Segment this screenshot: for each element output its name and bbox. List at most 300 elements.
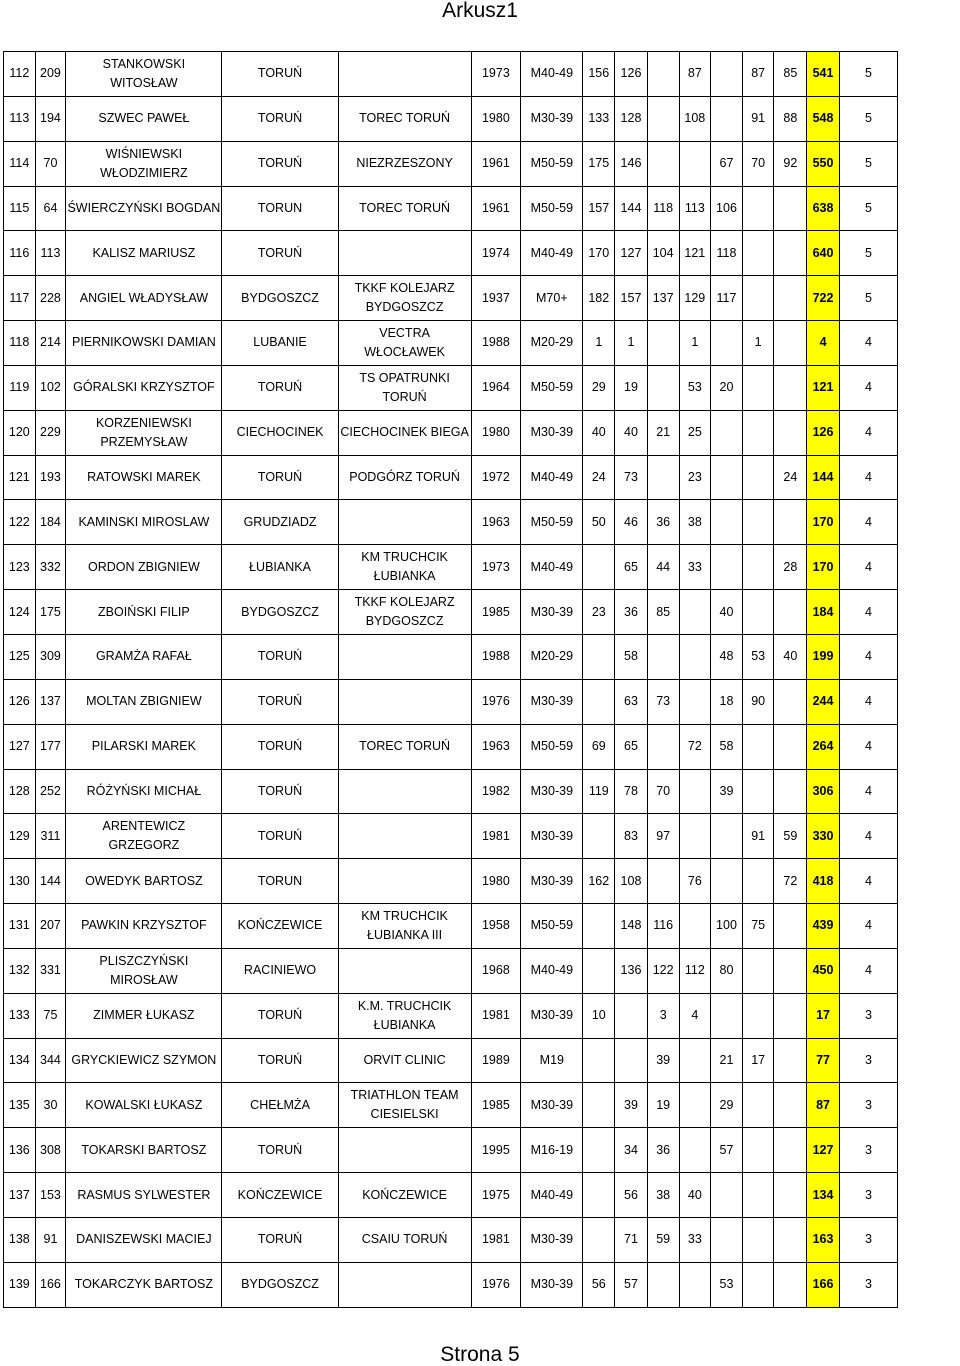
- table-row: [4, 141, 954, 186]
- cell-cat: M30-39: [521, 814, 583, 859]
- cell-race-4: 1: [679, 321, 711, 366]
- cell-race-6: [742, 1262, 774, 1307]
- cell-race-1: 157: [583, 186, 615, 231]
- cell-race-6: [742, 1128, 774, 1173]
- cell-city: CIECHOCINEK: [222, 410, 338, 455]
- cell-total: 77: [807, 1038, 840, 1083]
- cell-place: 118: [4, 321, 36, 366]
- cell-starts: 4: [839, 500, 897, 545]
- page-header-title: Arkusz1: [442, 0, 518, 22]
- cell-race-3: [647, 1262, 679, 1307]
- cell-club: [338, 634, 471, 679]
- cell-race-1: [583, 814, 615, 859]
- cell-starts: 5: [839, 186, 897, 231]
- cell-club: TRIATHLON TEAM CIESIELSKI: [338, 1083, 471, 1128]
- cell-year: 1982: [471, 769, 521, 814]
- cell-cat: M30-39: [521, 679, 583, 724]
- cell-year: 1972: [471, 455, 521, 500]
- cell-race-3: [647, 96, 679, 141]
- cell-place: 139: [4, 1262, 36, 1307]
- cell-club: K.M. TRUCHCIK ŁUBIANKA: [338, 993, 471, 1038]
- cell-place: 122: [4, 500, 36, 545]
- cell-place: 133: [4, 993, 36, 1038]
- cell-place: 116: [4, 231, 36, 276]
- cell-place: 136: [4, 1128, 36, 1173]
- cell-race-6: [742, 365, 774, 410]
- cell-race-3: [647, 455, 679, 500]
- table-row: [4, 724, 954, 769]
- cell-race-2: 148: [615, 904, 648, 949]
- cell-cat: M19: [521, 1038, 583, 1083]
- cell-city: ŁUBIANKA: [222, 545, 338, 590]
- cell-race-2: 46: [615, 500, 648, 545]
- cell-race-2: 40: [615, 410, 648, 455]
- cell-race-5: 67: [711, 141, 743, 186]
- cell-total: 126: [807, 410, 840, 455]
- cell-club: [338, 814, 471, 859]
- cell-place: 117: [4, 276, 36, 321]
- cell-city: TORUŃ: [222, 814, 338, 859]
- cell-race-2: 136: [615, 948, 648, 993]
- cell-total: 134: [807, 1173, 840, 1218]
- cell-race-4: 108: [679, 96, 711, 141]
- cell-cat: M30-39: [521, 410, 583, 455]
- cell-race-4: [679, 590, 711, 635]
- cell-race-5: [711, 500, 743, 545]
- cell-starts: 4: [839, 679, 897, 724]
- cell-race-6: [742, 276, 774, 321]
- cell-place: 126: [4, 679, 36, 724]
- cell-race-2: 36: [615, 590, 648, 635]
- cell-name: TOKARSKI BARTOSZ: [66, 1128, 222, 1173]
- cell-race-5: 18: [711, 679, 743, 724]
- cell-race-4: 112: [679, 948, 711, 993]
- cell-total: 121: [807, 365, 840, 410]
- cell-race-1: 1: [583, 321, 615, 366]
- cell-race-5: 118: [711, 231, 743, 276]
- table-row: [4, 993, 954, 1038]
- cell-race-5: [711, 545, 743, 590]
- cell-city: GRUDZIADZ: [222, 500, 338, 545]
- cell-club: TKKF KOLEJARZ BYDGOSZCZ: [338, 590, 471, 635]
- cell-starts: 3: [839, 1083, 897, 1128]
- cell-starts: 3: [839, 1173, 897, 1218]
- cell-club: TOREC TORUŃ: [338, 96, 471, 141]
- cell-year: 1981: [471, 814, 521, 859]
- cell-name: SZWEC PAWEŁ: [66, 96, 222, 141]
- table-row: [4, 276, 954, 321]
- cell-race-2: 1: [615, 321, 648, 366]
- cell-race-1: 10: [583, 993, 615, 1038]
- cell-race-1: 119: [583, 769, 615, 814]
- cell-club: [338, 500, 471, 545]
- cell-race-4: [679, 1038, 711, 1083]
- cell-race-6: 91: [742, 96, 774, 141]
- cell-race-4: 129: [679, 276, 711, 321]
- cell-cat: M40-49: [521, 455, 583, 500]
- cell-race-2: 39: [615, 1083, 648, 1128]
- cell-race-5: 57: [711, 1128, 743, 1173]
- cell-race-2: 65: [615, 545, 648, 590]
- cell-race-3: [647, 859, 679, 904]
- cell-num: 332: [35, 545, 66, 590]
- cell-race-5: [711, 1217, 743, 1262]
- cell-starts: 4: [839, 769, 897, 814]
- cell-name: KORZENIEWSKI PRZEMYSŁAW: [66, 410, 222, 455]
- cell-race-7: [774, 904, 807, 949]
- cell-race-7: 92: [774, 141, 807, 186]
- cell-year: 1995: [471, 1128, 521, 1173]
- cell-club: CIECHOCINEK BIEGA: [338, 410, 471, 455]
- cell-city: TORUŃ: [222, 96, 338, 141]
- cell-place: 113: [4, 96, 36, 141]
- cell-race-1: [583, 1128, 615, 1173]
- cell-club: NIEZRZESZONY: [338, 141, 471, 186]
- cell-year: 1985: [471, 590, 521, 635]
- cell-race-3: 36: [647, 500, 679, 545]
- cell-race-3: 59: [647, 1217, 679, 1262]
- cell-race-7: [774, 1083, 807, 1128]
- cell-race-4: [679, 141, 711, 186]
- cell-year: 1963: [471, 500, 521, 545]
- table-row: [4, 1173, 954, 1218]
- cell-race-7: [774, 724, 807, 769]
- cell-starts: 3: [839, 1217, 897, 1262]
- cell-race-1: 133: [583, 96, 615, 141]
- cell-race-7: [774, 276, 807, 321]
- cell-city: TORUŃ: [222, 679, 338, 724]
- cell-total: 17: [807, 993, 840, 1038]
- cell-cat: M30-39: [521, 859, 583, 904]
- cell-cat: M70+: [521, 276, 583, 321]
- cell-race-6: [742, 410, 774, 455]
- cell-year: 1976: [471, 1262, 521, 1307]
- cell-place: 120: [4, 410, 36, 455]
- cell-total: 170: [807, 545, 840, 590]
- cell-race-1: 162: [583, 859, 615, 904]
- cell-race-7: [774, 321, 807, 366]
- cell-race-7: [774, 590, 807, 635]
- cell-city: TORUŃ: [222, 724, 338, 769]
- cell-num: 309: [35, 634, 66, 679]
- cell-num: 144: [35, 859, 66, 904]
- cell-race-4: [679, 1128, 711, 1173]
- cell-race-4: 23: [679, 455, 711, 500]
- cell-race-1: [583, 1083, 615, 1128]
- cell-race-5: [711, 859, 743, 904]
- cell-name: RATOWSKI MAREK: [66, 455, 222, 500]
- table-row: [4, 321, 954, 366]
- cell-club: [338, 52, 471, 97]
- cell-race-5: [711, 814, 743, 859]
- cell-club: PODGÓRZ TORUŃ: [338, 455, 471, 500]
- cell-starts: 4: [839, 948, 897, 993]
- cell-num: 70: [35, 141, 66, 186]
- cell-race-3: 122: [647, 948, 679, 993]
- cell-year: 1988: [471, 634, 521, 679]
- cell-race-2: 63: [615, 679, 648, 724]
- cell-race-2: [615, 1038, 648, 1083]
- cell-total: 166: [807, 1262, 840, 1307]
- cell-total: 439: [807, 904, 840, 949]
- cell-race-3: 3: [647, 993, 679, 1038]
- cell-race-6: 90: [742, 679, 774, 724]
- table-row: [4, 96, 954, 141]
- cell-race-4: 53: [679, 365, 711, 410]
- cell-num: 184: [35, 500, 66, 545]
- cell-starts: 4: [839, 365, 897, 410]
- cell-year: 1973: [471, 545, 521, 590]
- cell-race-5: 40: [711, 590, 743, 635]
- cell-race-6: [742, 1217, 774, 1262]
- cell-cat: M50-59: [521, 500, 583, 545]
- cell-starts: 4: [839, 904, 897, 949]
- cell-race-4: 25: [679, 410, 711, 455]
- cell-name: ŚWIERCZYŃSKI BOGDAN: [66, 186, 222, 231]
- cell-place: 124: [4, 590, 36, 635]
- cell-name: OWEDYK BARTOSZ: [66, 859, 222, 904]
- cell-city: TORUŃ: [222, 634, 338, 679]
- cell-place: 125: [4, 634, 36, 679]
- cell-race-2: 56: [615, 1173, 648, 1218]
- cell-race-3: 70: [647, 769, 679, 814]
- cell-race-7: [774, 1173, 807, 1218]
- cell-race-4: 38: [679, 500, 711, 545]
- table-row: [4, 1038, 954, 1083]
- cell-race-3: 39: [647, 1038, 679, 1083]
- cell-starts: 5: [839, 96, 897, 141]
- cell-race-4: [679, 1262, 711, 1307]
- cell-race-1: 182: [583, 276, 615, 321]
- cell-place: 131: [4, 904, 36, 949]
- cell-race-5: 106: [711, 186, 743, 231]
- cell-race-3: [647, 365, 679, 410]
- cell-race-1: 24: [583, 455, 615, 500]
- cell-name: DANISZEWSKI MACIEJ: [66, 1217, 222, 1262]
- cell-total: 638: [807, 186, 840, 231]
- cell-race-1: 156: [583, 52, 615, 97]
- cell-club: CSAIU TORUŃ: [338, 1217, 471, 1262]
- cell-place: 123: [4, 545, 36, 590]
- cell-year: 1980: [471, 96, 521, 141]
- cell-race-7: [774, 231, 807, 276]
- cell-race-7: [774, 679, 807, 724]
- cell-cat: M30-39: [521, 993, 583, 1038]
- cell-race-4: 33: [679, 545, 711, 590]
- cell-race-1: 40: [583, 410, 615, 455]
- cell-cat: M30-39: [521, 1217, 583, 1262]
- cell-race-3: [647, 141, 679, 186]
- results-table: [3, 51, 954, 1308]
- cell-place: 134: [4, 1038, 36, 1083]
- cell-total: 450: [807, 948, 840, 993]
- cell-race-3: [647, 724, 679, 769]
- cell-race-2: 78: [615, 769, 648, 814]
- cell-race-6: [742, 545, 774, 590]
- cell-club: KM TRUCHCIK ŁUBIANKA III: [338, 904, 471, 949]
- cell-city: TORUŃ: [222, 141, 338, 186]
- cell-race-7: [774, 1128, 807, 1173]
- cell-race-1: [583, 1038, 615, 1083]
- cell-cat: M40-49: [521, 545, 583, 590]
- cell-num: 30: [35, 1083, 66, 1128]
- cell-place: 127: [4, 724, 36, 769]
- cell-name: GRYCKIEWICZ SZYMON: [66, 1038, 222, 1083]
- cell-race-7: [774, 1038, 807, 1083]
- cell-num: 64: [35, 186, 66, 231]
- cell-name: ORDON ZBIGNIEW: [66, 545, 222, 590]
- cell-city: TORUN: [222, 859, 338, 904]
- cell-place: 135: [4, 1083, 36, 1128]
- cell-total: 418: [807, 859, 840, 904]
- cell-name: ANGIEL WŁADYSŁAW: [66, 276, 222, 321]
- cell-num: 252: [35, 769, 66, 814]
- cell-total: 330: [807, 814, 840, 859]
- cell-club: [338, 1262, 471, 1307]
- cell-race-3: [647, 52, 679, 97]
- cell-total: 244: [807, 679, 840, 724]
- cell-race-1: 50: [583, 500, 615, 545]
- cell-race-5: [711, 410, 743, 455]
- cell-race-6: [742, 186, 774, 231]
- cell-city: TORUŃ: [222, 1038, 338, 1083]
- cell-race-3: [647, 321, 679, 366]
- cell-total: 541: [807, 52, 840, 97]
- cell-year: 1975: [471, 1173, 521, 1218]
- cell-name: STANKOWSKI WITOSŁAW: [66, 52, 222, 97]
- cell-name: GRAMŻA RAFAŁ: [66, 634, 222, 679]
- cell-race-3: 21: [647, 410, 679, 455]
- cell-race-7: 24: [774, 455, 807, 500]
- cell-race-5: 53: [711, 1262, 743, 1307]
- cell-name: GÓRALSKI KRZYSZTOF: [66, 365, 222, 410]
- cell-cat: M30-39: [521, 769, 583, 814]
- cell-name: ZIMMER ŁUKASZ: [66, 993, 222, 1038]
- cell-cat: M16-19: [521, 1128, 583, 1173]
- cell-starts: 4: [839, 814, 897, 859]
- cell-year: 1976: [471, 679, 521, 724]
- cell-race-4: [679, 904, 711, 949]
- cell-total: 640: [807, 231, 840, 276]
- cell-cat: M50-59: [521, 141, 583, 186]
- cell-race-3: 19: [647, 1083, 679, 1128]
- cell-race-6: 53: [742, 634, 774, 679]
- table-row: [4, 500, 954, 545]
- cell-place: 137: [4, 1173, 36, 1218]
- cell-total: 306: [807, 769, 840, 814]
- cell-city: RACINIEWO: [222, 948, 338, 993]
- cell-club: ORVIT CLINIC: [338, 1038, 471, 1083]
- cell-race-7: [774, 1262, 807, 1307]
- cell-race-6: [742, 993, 774, 1038]
- cell-club: [338, 859, 471, 904]
- cell-num: 331: [35, 948, 66, 993]
- cell-starts: 4: [839, 545, 897, 590]
- cell-total: 144: [807, 455, 840, 500]
- cell-starts: 3: [839, 1038, 897, 1083]
- cell-race-6: [742, 231, 774, 276]
- cell-num: 102: [35, 365, 66, 410]
- cell-race-4: [679, 769, 711, 814]
- cell-place: 138: [4, 1217, 36, 1262]
- cell-race-5: 21: [711, 1038, 743, 1083]
- cell-num: 209: [35, 52, 66, 97]
- cell-race-4: 113: [679, 186, 711, 231]
- cell-race-7: [774, 993, 807, 1038]
- cell-cat: M50-59: [521, 904, 583, 949]
- cell-name: PLISZCZYŃSKI MIROSŁAW: [66, 948, 222, 993]
- cell-race-5: 20: [711, 365, 743, 410]
- cell-race-2: 58: [615, 634, 648, 679]
- cell-race-2: 128: [615, 96, 648, 141]
- cell-race-2: 19: [615, 365, 648, 410]
- cell-race-6: [742, 590, 774, 635]
- cell-race-6: 91: [742, 814, 774, 859]
- cell-club: KM TRUCHCIK ŁUBIANKA: [338, 545, 471, 590]
- cell-club: [338, 948, 471, 993]
- cell-race-4: 87: [679, 52, 711, 97]
- table-row: [4, 365, 954, 410]
- cell-race-6: [742, 724, 774, 769]
- cell-num: 175: [35, 590, 66, 635]
- cell-total: 163: [807, 1217, 840, 1262]
- cell-name: ZBOIŃSKI FILIP: [66, 590, 222, 635]
- cell-city: TORUŃ: [222, 769, 338, 814]
- cell-year: 1968: [471, 948, 521, 993]
- cell-city: TORUŃ: [222, 52, 338, 97]
- cell-race-2: 73: [615, 455, 648, 500]
- cell-city: CHEŁMŻA: [222, 1083, 338, 1128]
- cell-race-2: 34: [615, 1128, 648, 1173]
- cell-race-1: 29: [583, 365, 615, 410]
- cell-place: 115: [4, 186, 36, 231]
- cell-race-7: 59: [774, 814, 807, 859]
- cell-place: 112: [4, 52, 36, 97]
- cell-starts: 5: [839, 276, 897, 321]
- table-row: [4, 1128, 954, 1173]
- cell-year: 1973: [471, 52, 521, 97]
- cell-race-5: [711, 993, 743, 1038]
- cell-year: 1974: [471, 231, 521, 276]
- cell-race-7: 88: [774, 96, 807, 141]
- cell-club: [338, 231, 471, 276]
- cell-total: 127: [807, 1128, 840, 1173]
- cell-year: 1963: [471, 724, 521, 769]
- cell-race-1: [583, 634, 615, 679]
- cell-year: 1985: [471, 1083, 521, 1128]
- cell-race-5: [711, 52, 743, 97]
- cell-club: KOŃCZEWICE: [338, 1173, 471, 1218]
- cell-race-7: [774, 410, 807, 455]
- cell-total: 4: [807, 321, 840, 366]
- cell-race-2: 144: [615, 186, 648, 231]
- cell-race-7: [774, 500, 807, 545]
- page-footer-label: Strona 5: [440, 1343, 520, 1366]
- cell-year: 1989: [471, 1038, 521, 1083]
- cell-race-5: 117: [711, 276, 743, 321]
- cell-race-7: [774, 948, 807, 993]
- cell-race-2: [615, 993, 648, 1038]
- table-row: [4, 410, 954, 455]
- cell-city: BYDGOSZCZ: [222, 590, 338, 635]
- cell-total: 184: [807, 590, 840, 635]
- cell-starts: 4: [839, 455, 897, 500]
- table-row: [4, 52, 954, 97]
- cell-race-6: [742, 948, 774, 993]
- cell-race-3: [647, 634, 679, 679]
- cell-place: 128: [4, 769, 36, 814]
- cell-race-3: 38: [647, 1173, 679, 1218]
